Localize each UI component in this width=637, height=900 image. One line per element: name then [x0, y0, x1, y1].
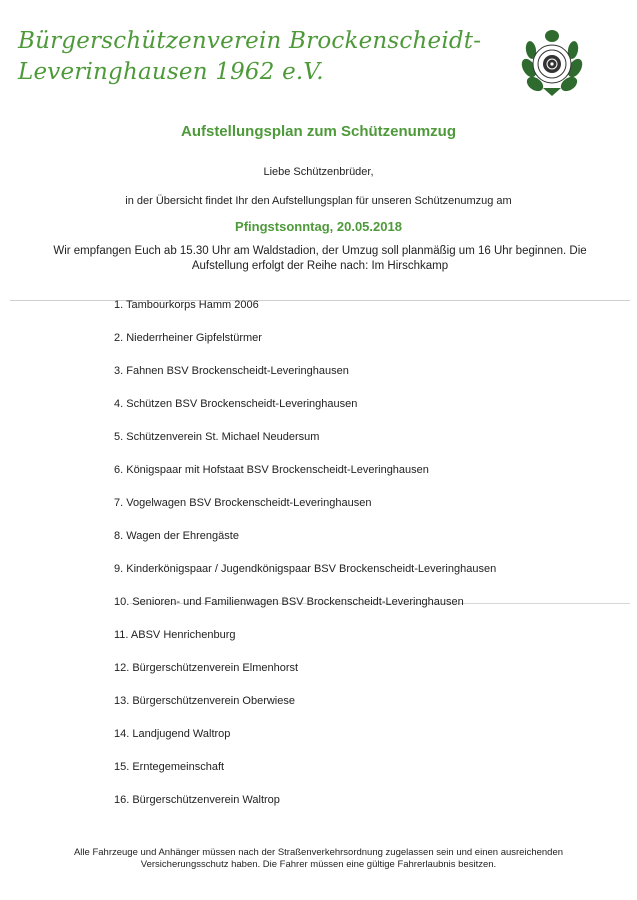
lineup-item: 11. ABSV Henrichenburg	[114, 629, 236, 641]
lineup-item: 16. Bürgerschützenverein Waltrop	[114, 794, 280, 806]
page-title: Aufstellungsplan zum Schützenumzug	[180, 123, 456, 140]
greeting: Liebe Schützenbrüder,	[263, 166, 374, 178]
lineup-item: 5. Schützenverein St. Michael Neudersum	[114, 431, 320, 443]
lineup-item: 2. Niederrheiner Gipfelstürmer	[114, 332, 262, 344]
intro-text: Wir empfangen Euch ab 15.30 Uhr am Waldstadion, der Umzug soll planmäßig um 16 Uhr beginnen. Die Aufstellung erfolgt der Reihe nach: Im Hirschkamp	[53, 245, 587, 272]
lineup-item: 15. Erntegemeinschaft	[114, 761, 225, 773]
lineup-item: 14. Landjugend Waltrop	[114, 728, 231, 740]
lineup-item: 4. Schützen BSV Brockenscheidt-Leveringhausen	[114, 398, 358, 410]
lineup-item: 6. Königspaar mit Hofstaat BSV Brockenscheidt-Leveringhausen	[114, 464, 429, 476]
footer-note: Alle Fahrzeuge und Anhänger müssen nach der Straßenverkehrsordnung zugelassen sein und einen ausreichenden Versicherungsschutz haben. Die Fahrer müssen eine gültige Fahrerlaubnis besitzen.	[73, 847, 564, 870]
club-emblem-target-icon	[517, 28, 587, 98]
lineup-item: 12. Bürgerschützenverein Elmenhorst	[114, 662, 299, 674]
lineup-item: 13. Bürgerschützenverein Oberwiese	[114, 695, 295, 707]
lineup-item: 1. Tambourkorps Hamm 2006	[114, 299, 259, 311]
event-date: Pfingstsonntag, 20.05.2018	[235, 219, 402, 234]
club-name	[18, 26, 481, 88]
lineup-item: 9. Kinderkönigspaar / Jugendkönigspaar BSV Brockenscheidt-Leveringhausen	[114, 563, 497, 575]
divider	[10, 300, 630, 301]
club-name-line-1: Bürgerschützenverein Brockenscheidt-	[18, 28, 482, 54]
lineup-item: 8. Wagen der Ehrengäste	[114, 530, 239, 542]
club-name-line-2: Leveringhausen 1962 e.V.	[18, 59, 324, 85]
overview-text: in der Übersicht findet Ihr den Aufstellungsplan für unseren Schützenumzug am	[125, 195, 512, 207]
lineup-item: 3. Fahnen BSV Brockenscheidt-Leveringhausen	[114, 365, 349, 377]
lineup-item: 10. Senioren- und Familienwagen BSV Brockenscheidt-Leveringhausen	[114, 596, 464, 608]
lineup-item: 7. Vogelwagen BSV Brockenscheidt-Leveringhausen	[114, 497, 372, 509]
